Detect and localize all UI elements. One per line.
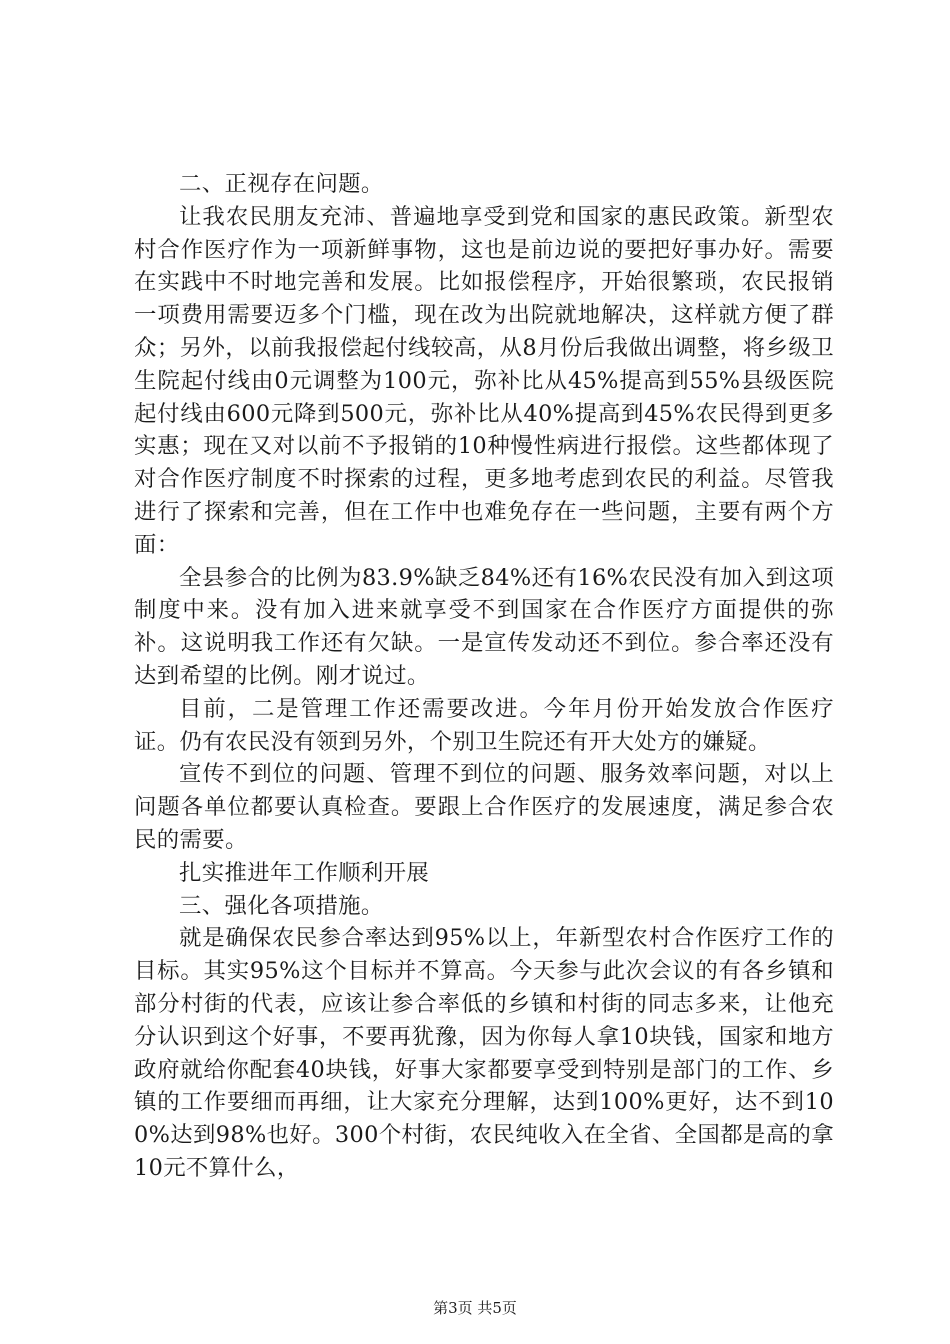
body-paragraph: 全县参合的比例为83.9%缺乏84%还有16%农民没有加入到这项制度中来。没有加入进来就享受不到国家在合作医疗方面提供的弥补。这说明我工作还有欠缺。一是宣传发动还不到位。参合率还没有达到希望的比例。刚才说过。: [134, 564, 834, 689]
section-heading-measures: 三、强化各项措施。: [179, 892, 384, 919]
body-paragraph: 就是确保农民参合率达到95%以上，年新型农村合作医疗工作的目标。其实95%这个目标并不算高。今天参与此次会议的有各乡镇和部分村街的代表，应该让参合率低的乡镇和村街的同志多来，让他充分认识到这个好事，不要再犹豫，因为你每人拿10块钱，国家和地方政府就给你配套40块钱，好事大家都要享受到特别是部门的工作、乡镇的工作要细而再细，让大家充分理解，达到100%更好，达不到100%达到98%也好。300个村街，农民纯收入在全省、全国都是高的拿10元不算什么，: [134, 925, 834, 1181]
subheading-line: 扎实推进年工作顺利开展: [179, 859, 430, 886]
section-heading-problems: 二、正视存在问题。: [179, 171, 384, 197]
document-body: [134, 168, 834, 1185]
page-footer: 第3页 共5页: [433, 1299, 517, 1317]
body-paragraph: 宣传不到位的问题、管理不到位的问题、服务效率问题，对以上问题各单位都要认真检查。要跟上合作医疗的发展速度，满足参合农民的需要。: [134, 761, 834, 853]
body-paragraph: 目前，二是管理工作还需要改进。今年月份开始发放合作医疗证。仍有农民没有领到另外，个别卫生院还有开大处方的嫌疑。: [134, 695, 834, 755]
body-paragraph: 让我农民朋友充沛、普遍地享受到党和国家的惠民政策。新型农村合作医疗作为一项新鲜事物，这也是前边说的要把好事办好。需要在实践中不时地完善和发展。比如报偿程序，开始很繁琐，农民报销一项费用需要迈多个门槛，现在改为出院就地解决，这样就方便了群众；另外，以前我报偿起付线较高，从8月份后我做出调整，将乡级卫生院起付线由0元调整为100元，弥补比从45%提高到55%县级医院起付线由600元降到500元，弥补比从40%提高到45%农民得到更多实惠；现在又对以前不予报销的10种慢性病进行报偿。这些都体现了对合作医疗制度不时探索的过程，更多地考虑到农民的利益。尽管我进行了探索和完善，但在工作中也难免存在一些问题，主要有两个方面：: [134, 203, 834, 558]
